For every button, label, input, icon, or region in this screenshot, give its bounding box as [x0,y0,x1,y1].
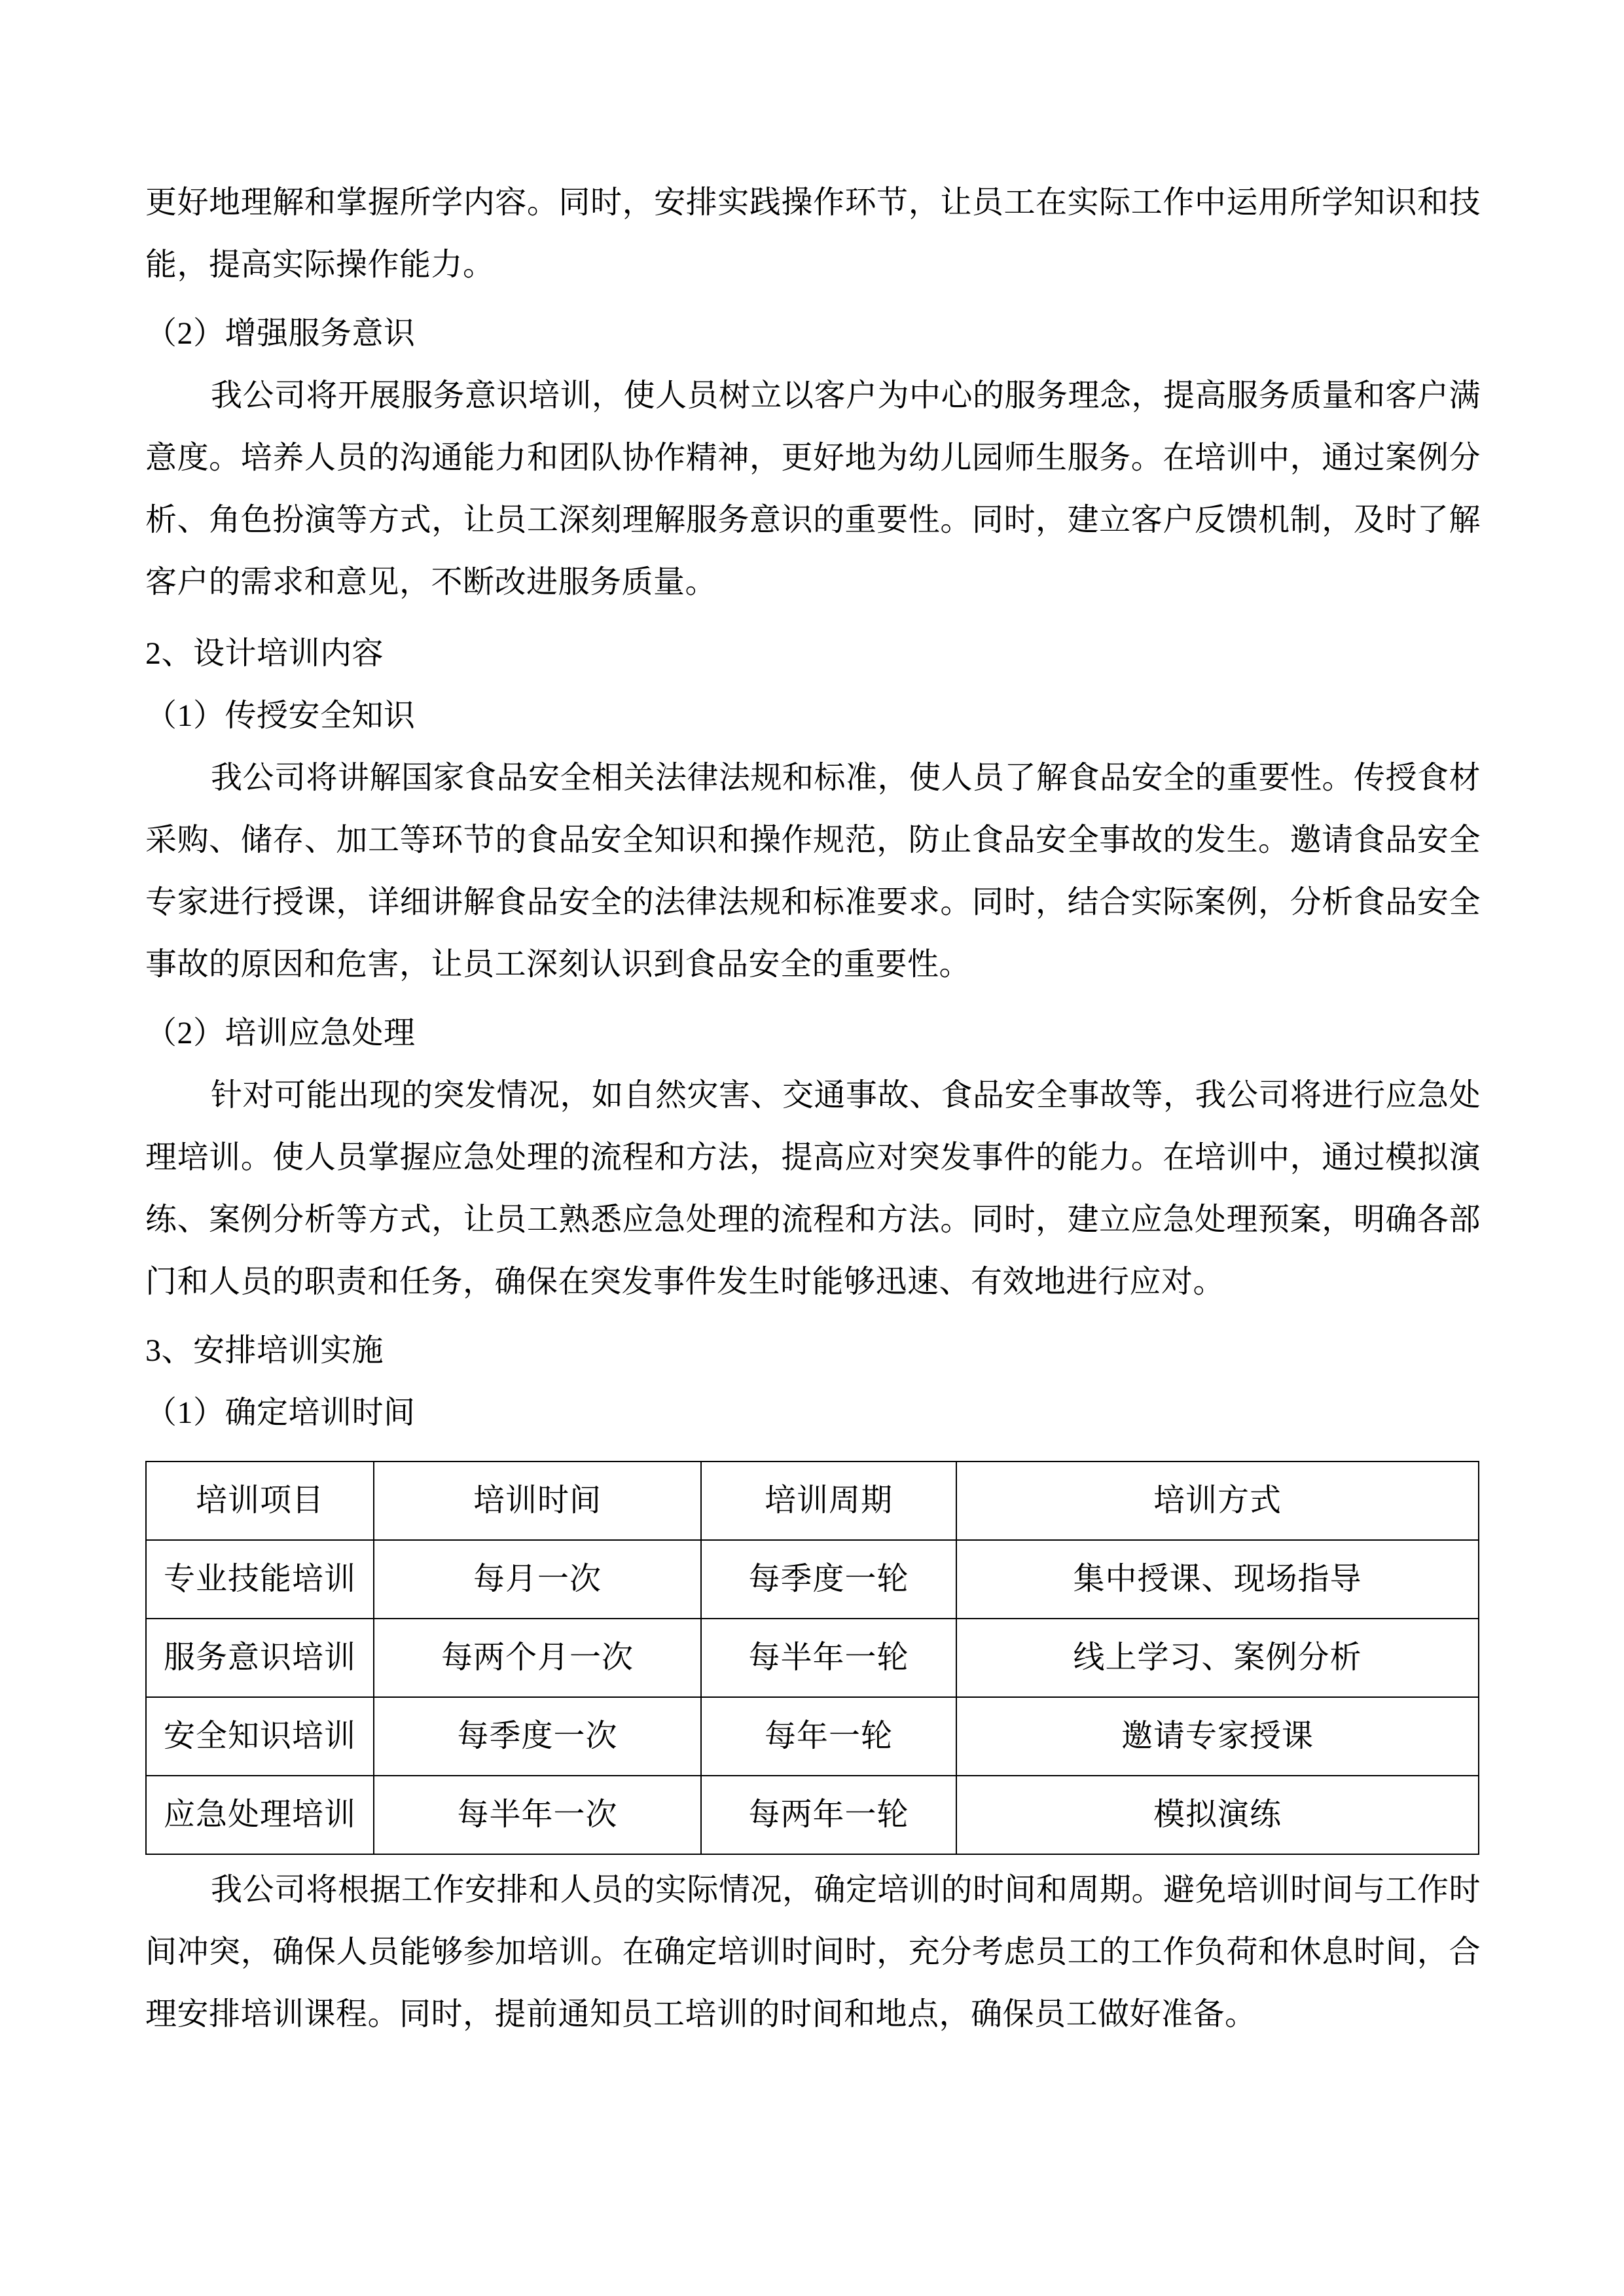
table-cell-cycle: 每半年一轮 [701,1619,956,1697]
table-row [146,1697,1479,1776]
table-cell-time: 每两个月一次 [374,1619,701,1697]
table-cell-method: 邀请专家授课 [956,1697,1479,1776]
table-cell-cycle: 每两年一轮 [701,1776,956,1854]
table-row [146,1619,1479,1697]
table-row [146,1540,1479,1619]
paragraph-continued-intro: 更好地理解和掌握所学内容。同时，安排实践操作环节，让员工在实际工作中运用所学知识和技能，提高实际操作能力。 [145,185,1481,282]
paragraph-emergency-response: 针对可能出现的突发情况，如自然灾害、交通事故、食品安全事故等，我公司将进行应急处理培训。使人员掌握应急处理的流程和方法，提高应对突发事件的能力。在培训中，通过模拟演练、案例分析等方式，让员工熟悉应急处理的流程和方法。同时，建立应急处理预案，明确各部门和人员的职责和任务，确保在突发事件发生时能够迅速、有效地进行应对。 [145,1078,1481,1299]
heading-design-training-content: 2、设计培训内容 [145,636,384,671]
paragraph-service-awareness: 我公司将开展服务意识培训，使人员树立以客户为中心的服务理念，提高服务质量和客户满意度。培养人员的沟通能力和团队协作精神，更好地为幼儿园师生服务。在培训中，通过案例分析、角色扮演等方式，让员工深刻理解服务意识的重要性。同时，建立客户反馈机制，及时了解客户的需求和意见，不断改进服务质量。 [145,378,1481,600]
table-cell-project: 专业技能培训 [146,1540,374,1619]
paragraph-closing-schedule-notes: 我公司将根据工作安排和人员的实际情况，确定培训的时间和周期。避免培训时间与工作时间冲突，确保人员能够参加培训。在确定培训时间时，充分考虑员工的工作负荷和休息时间，合理安排培训课程。同时，提前通知员工培训的时间和地点，确保员工做好准备。 [145,1873,1481,2032]
heading-determine-training-time: （1）确定培训时间 [145,1395,416,1430]
document-content [145,171,1481,2045]
table-cell-time: 每季度一次 [374,1697,701,1776]
table-cell-project: 应急处理培训 [146,1776,374,1854]
table-cell-method: 线上学习、案例分析 [956,1619,1479,1697]
table-cell-time: 每半年一次 [374,1776,701,1854]
heading-enhance-service-awareness: （2）增强服务意识 [145,316,416,351]
training-schedule-table-wrapper [145,1461,1481,1855]
heading-teach-safety-knowledge: （1）传授安全知识 [145,698,416,733]
table-cell-method: 模拟演练 [956,1776,1479,1854]
table-cell-time: 每月一次 [374,1540,701,1619]
paragraph-safety-knowledge: 我公司将讲解国家食品安全相关法律法规和标准，使人员了解食品安全的重要性。传授食材采购、储存、加工等环节的食品安全知识和操作规范，防止食品安全事故的发生。邀请食品安全专家进行授课，详细讲解食品安全的法律法规和标准要求。同时，结合实际案例，分析食品安全事故的原因和危害，让员工深刻认识到食品安全的重要性。 [145,761,1481,982]
table-header-row [146,1462,1479,1540]
table-cell-project: 安全知识培训 [146,1697,374,1776]
table-header-cell-method: 培训方式 [956,1462,1479,1540]
heading-emergency-response-training: （2）培训应急处理 [145,1016,416,1050]
table-header-cell-time: 培训时间 [374,1462,701,1540]
heading-arrange-training-implementation: 3、安排培训实施 [145,1333,384,1368]
training-schedule-table [145,1461,1479,1855]
table-cell-cycle: 每年一轮 [701,1697,956,1776]
table-cell-project: 服务意识培训 [146,1619,374,1697]
table-header-cell-project: 培训项目 [146,1462,374,1540]
table-cell-cycle: 每季度一轮 [701,1540,956,1619]
table-header-cell-cycle: 培训周期 [701,1462,956,1540]
table-row [146,1776,1479,1854]
table-cell-method: 集中授课、现场指导 [956,1540,1479,1619]
